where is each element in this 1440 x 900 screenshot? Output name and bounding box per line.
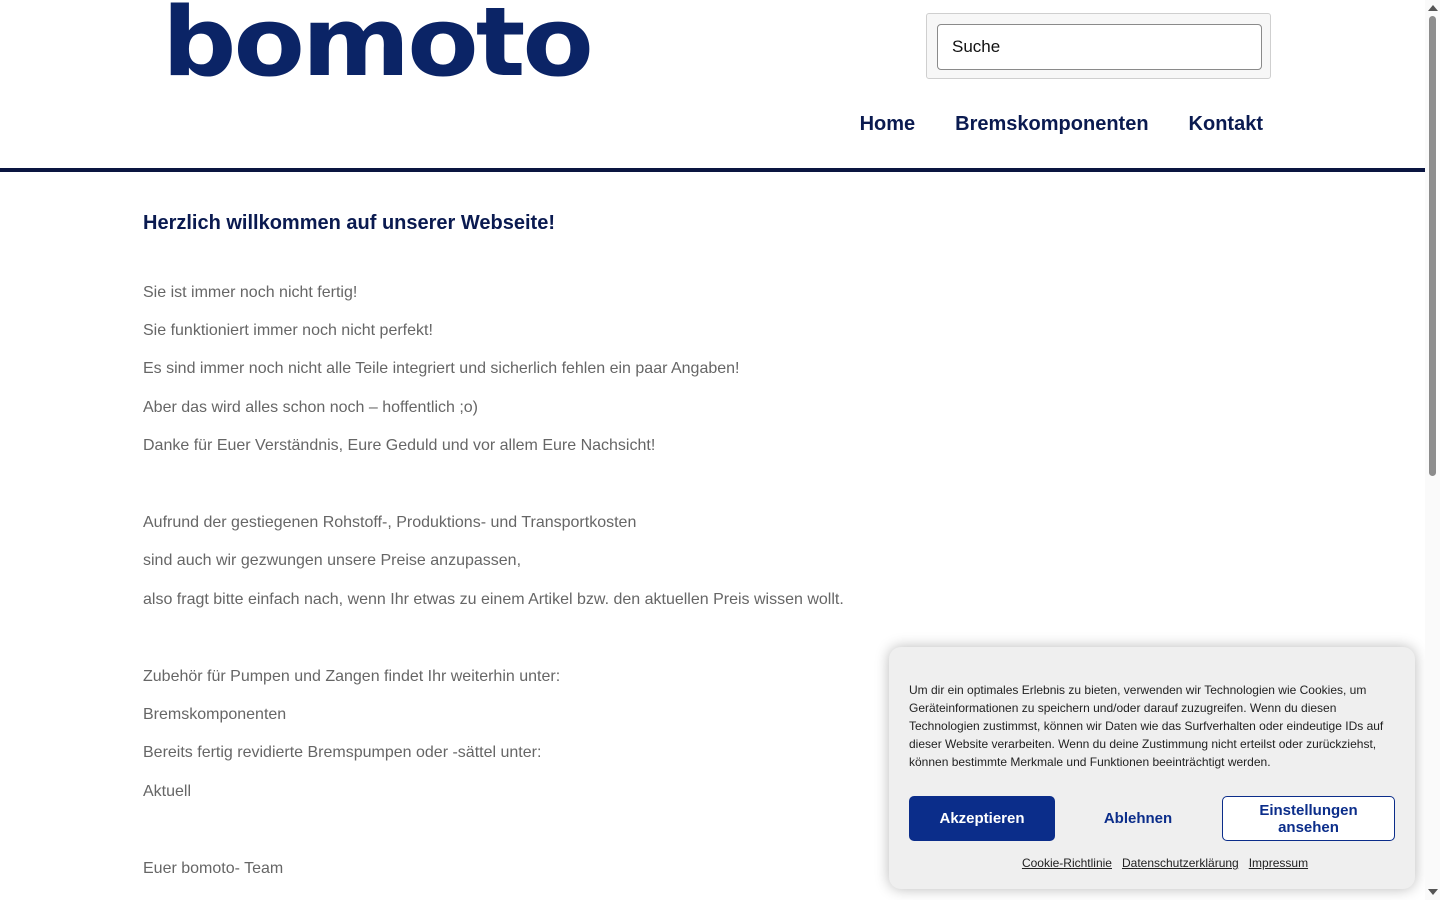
header-divider bbox=[0, 168, 1425, 172]
paragraph: also fragt bitte einfach nach, wenn Ihr etwas zu einem Artikel bzw. den aktuellen Preis wissen wollt. bbox=[143, 591, 844, 608]
search-widget bbox=[926, 13, 1271, 79]
page-title: Herzlich willkommen auf unserer Webseite! bbox=[143, 212, 555, 234]
nav-item-home[interactable]: Home bbox=[859, 113, 916, 135]
site-logo[interactable] bbox=[162, 0, 591, 99]
accept-button[interactable]: Akzeptieren bbox=[909, 796, 1055, 841]
main-content bbox=[143, 210, 903, 877]
paragraph: Es sind immer noch nicht alle Teile integriert und sicherlich fehlen ein paar Angaben! bbox=[143, 360, 740, 377]
nav-item-bremskomponenten[interactable]: Bremskomponenten bbox=[955, 113, 1149, 135]
imprint-link[interactable]: Impressum bbox=[1248, 856, 1309, 870]
search-input[interactable] bbox=[937, 24, 1262, 70]
cookie-policy-link[interactable]: Cookie-Richtlinie bbox=[1021, 856, 1112, 870]
paragraph: Danke für Euer Verständnis, Eure Geduld und vor allem Eure Nachsicht! bbox=[143, 437, 656, 454]
privacy-policy-link[interactable]: Datenschutzerklärung bbox=[1121, 856, 1239, 870]
paragraph: Aufrund der gestiegenen Rohstoff-, Produktions- und Transportkosten bbox=[143, 514, 637, 531]
paragraph: Bereits fertig revidierte Bremspumpen oder -sättel unter: bbox=[143, 744, 542, 761]
scroll-up-arrow-icon[interactable] bbox=[1428, 5, 1438, 11]
scrollbar-thumb[interactable] bbox=[1429, 16, 1436, 476]
paragraph: Bremskomponenten bbox=[143, 706, 287, 723]
paragraph: Euer bomoto- Team bbox=[143, 860, 284, 877]
main-navigation bbox=[860, 113, 1263, 136]
view-settings-button[interactable]: Einstellungen ansehen bbox=[1222, 796, 1395, 841]
paragraph: Sie ist immer noch nicht fertig! bbox=[143, 284, 358, 301]
cookie-consent-banner bbox=[889, 647, 1415, 889]
paragraph: Aber das wird alles schon noch – hoffentlich ;o) bbox=[143, 399, 479, 416]
paragraph: Sie funktioniert immer noch nicht perfekt! bbox=[143, 322, 433, 339]
cookie-message: Um dir ein optimales Erlebnis zu bieten, verwenden wir Technologien wie Cookies, um Geräteinformationen zu speichern und/oder darauf zuzugreifen. Wenn du diesen Technologien zustimmst, können wir Daten wie das Surfverhalten oder eindeutige IDs auf dieser Website verarbeiten. Wenn du deine Zustimmung nicht erteilst oder zurückziehst, können bestimmte Merkmale und Funktionen beeinträchtigt werden. bbox=[909, 683, 1384, 769]
cookie-links bbox=[889, 856, 1415, 870]
logo-wordmark: bomoto bbox=[162, 0, 591, 99]
nav-item-kontakt[interactable]: Kontakt bbox=[1188, 113, 1263, 135]
page-scrollbar[interactable] bbox=[1425, 0, 1440, 900]
deny-button[interactable]: Ablehnen bbox=[1075, 796, 1201, 841]
paragraph: Zubehör für Pumpen und Zangen findet Ihr weiterhin unter: bbox=[143, 668, 561, 685]
scroll-down-arrow-icon[interactable] bbox=[1428, 889, 1438, 895]
paragraph: sind auch wir gezwungen unsere Preise anzupassen, bbox=[143, 552, 522, 569]
paragraph: Aktuell bbox=[143, 783, 192, 800]
